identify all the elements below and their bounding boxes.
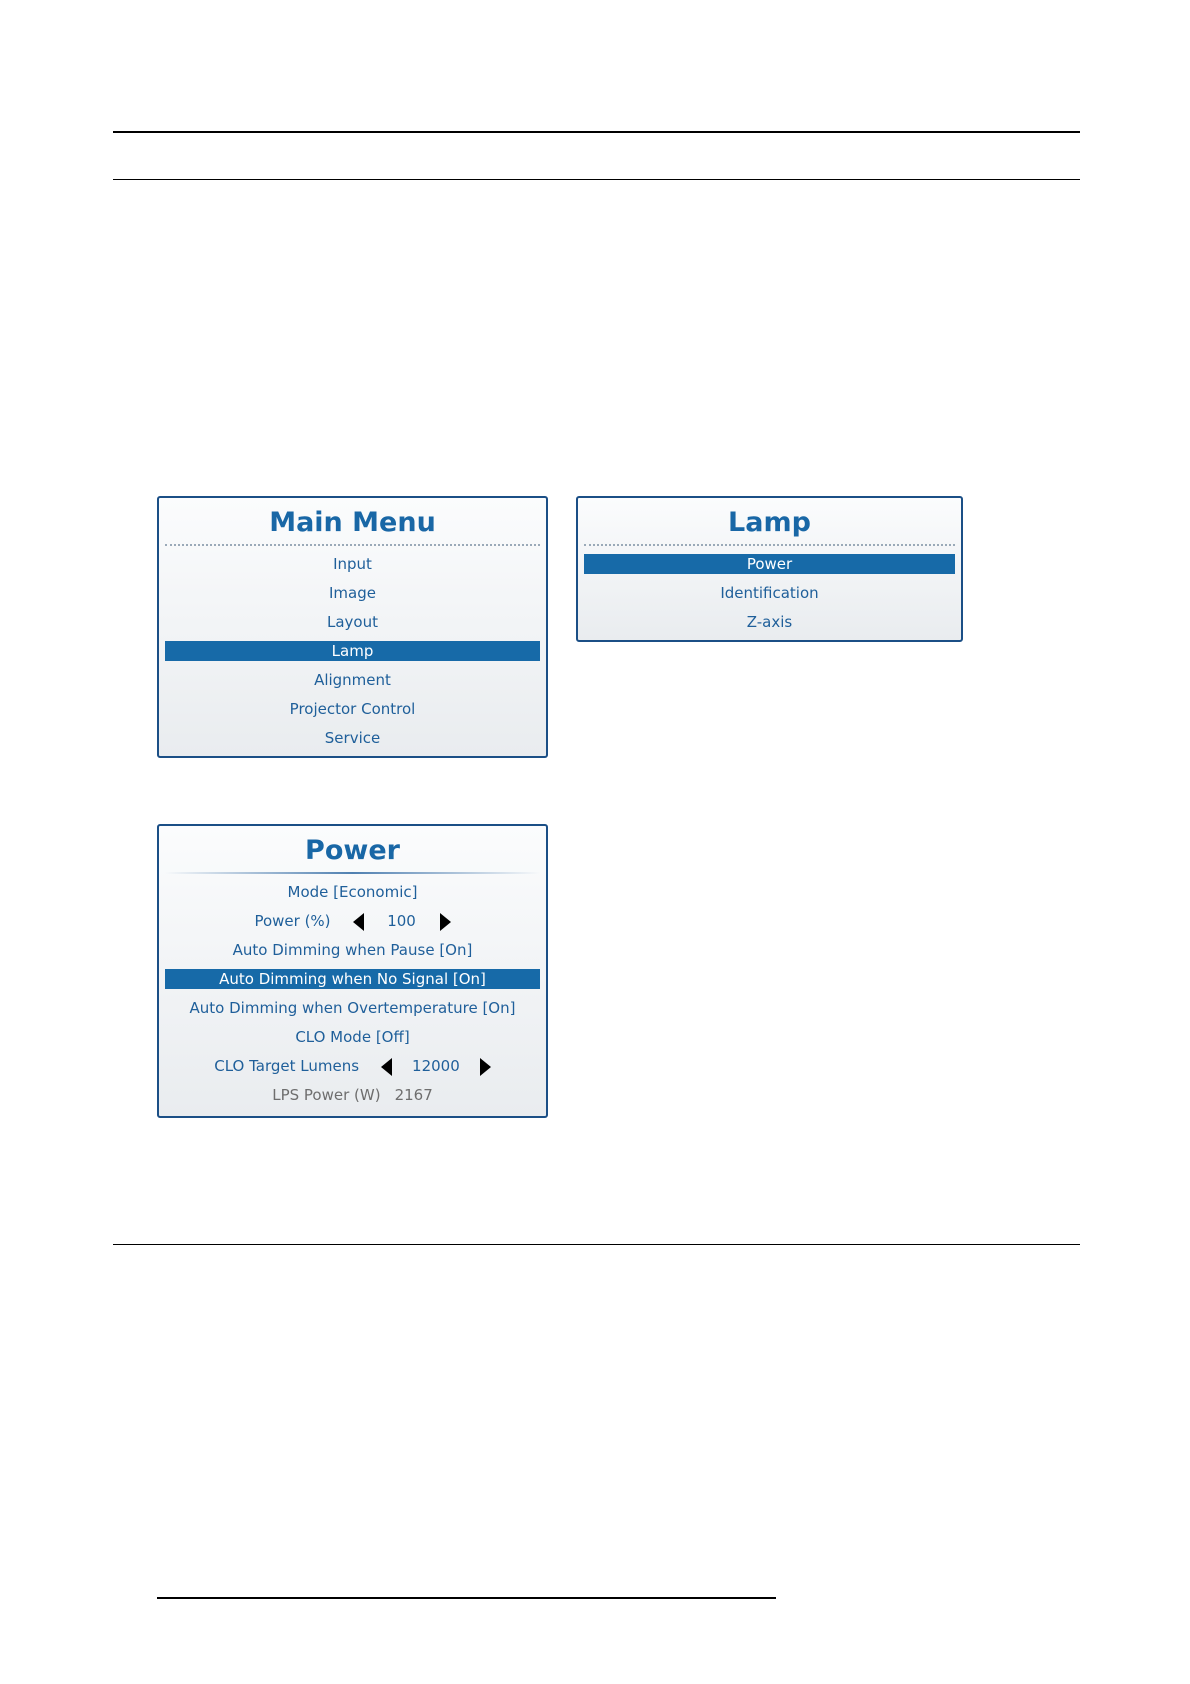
clo-target-label: CLO Target Lumens <box>214 1057 360 1075</box>
main-menu-item-lamp[interactable]: Lamp <box>165 641 540 661</box>
power-menu-item-lps-power <box>165 1085 540 1105</box>
power-menu-separator <box>165 872 540 874</box>
power-menu-item-power[interactable] <box>165 911 540 931</box>
main-menu-item-projector-control[interactable]: Projector Control <box>289 700 416 718</box>
main-menu-separator <box>165 544 540 546</box>
main-menu-item-layout[interactable]: Layout <box>327 613 378 631</box>
clo-target-value: 12000 <box>412 1057 460 1075</box>
lps-power-value: 2167 <box>394 1086 433 1104</box>
header-rule-top <box>113 131 1080 133</box>
decrease-arrow-icon[interactable] <box>353 913 364 931</box>
main-menu-item-alignment[interactable]: Alignment <box>314 671 391 689</box>
power-menu-item-auto-dim-overtemp[interactable]: Auto Dimming when Overtemperature [On] <box>189 999 516 1017</box>
section-rule <box>113 1244 1080 1245</box>
lamp-menu-title: Lamp <box>728 507 811 538</box>
power-menu-panel <box>157 824 548 1118</box>
lamp-menu-item-power[interactable]: Power <box>584 554 955 574</box>
lamp-menu-panel <box>576 496 963 642</box>
power-menu-title: Power <box>305 835 400 866</box>
lamp-menu-item-z-axis[interactable]: Z-axis <box>746 613 793 631</box>
power-menu-item-clo-target[interactable] <box>165 1056 540 1076</box>
main-menu-title: Main Menu <box>269 507 436 538</box>
power-menu-item-auto-dim-pause[interactable]: Auto Dimming when Pause [On] <box>232 941 473 959</box>
lamp-menu-list <box>578 554 961 632</box>
power-menu-item-clo-mode[interactable]: CLO Mode [Off] <box>295 1028 410 1046</box>
lamp-menu-item-identification[interactable]: Identification <box>720 584 819 602</box>
lps-power-label: LPS Power (W) <box>272 1086 381 1104</box>
decrease-arrow-icon[interactable] <box>381 1058 392 1076</box>
lamp-menu-separator <box>584 544 955 546</box>
power-menu-item-mode[interactable]: Mode [Economic] <box>287 883 418 901</box>
power-menu-item-auto-dim-no-signal[interactable]: Auto Dimming when No Signal [On] <box>165 969 540 989</box>
main-menu-list <box>159 554 546 748</box>
power-percent-label: Power (%) <box>254 912 331 930</box>
main-menu-item-input[interactable]: Input <box>333 555 372 573</box>
main-menu-item-image[interactable]: Image <box>329 584 376 602</box>
power-menu-list <box>159 882 546 1105</box>
increase-arrow-icon[interactable] <box>480 1058 491 1076</box>
power-percent-value: 100 <box>387 912 416 930</box>
main-menu-item-service[interactable]: Service <box>324 729 381 747</box>
main-menu-panel <box>157 496 548 758</box>
footer-rule <box>157 1597 776 1599</box>
increase-arrow-icon[interactable] <box>440 913 451 931</box>
header-rule-bottom <box>113 179 1080 180</box>
